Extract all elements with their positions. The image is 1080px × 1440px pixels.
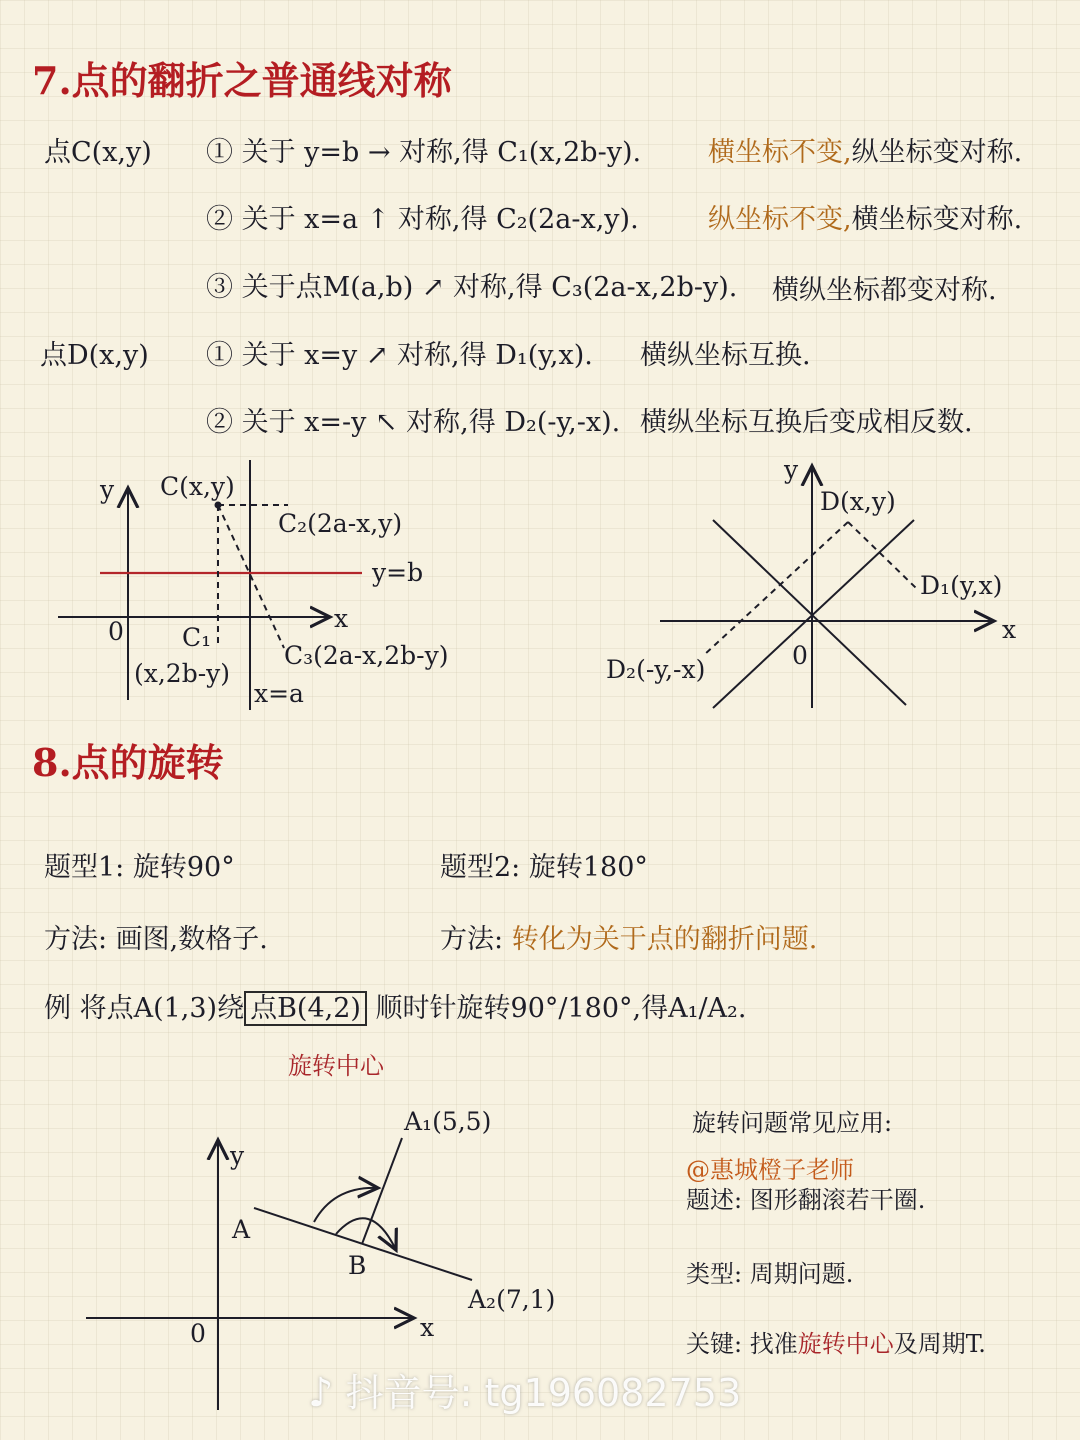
watermark-text: 抖音号: tg196082753 xyxy=(345,1371,742,1415)
section-8-title: 8.点的旋转 xyxy=(32,740,224,785)
c-rule-1: ① 关于 y=b → 对称,得 C₁(x,2b-y). xyxy=(206,137,642,168)
point-c-dot xyxy=(216,503,221,508)
label-y-b: y=b xyxy=(372,558,424,587)
example-pre: 例 将点A(1,3)绕 xyxy=(44,993,245,1024)
c-note-1-brown: 横坐标不变, xyxy=(708,137,852,168)
rotation-center-note: 旋转中心 xyxy=(288,1052,384,1080)
label-a: A xyxy=(232,1215,251,1244)
method-2-text: 转化为关于点的翻折问题. xyxy=(511,924,818,955)
c-rule-3: ③ 关于点M(a,b) ↗ 对称,得 C₃(2a-x,2b-y). xyxy=(206,272,738,303)
right-x-label: x xyxy=(1002,615,1017,644)
label-c2: C₂(2a-x,y) xyxy=(278,509,403,538)
label-c3: C₃(2a-x,2b-y) xyxy=(284,641,449,670)
c-note-1-rest: 纵坐标变对称. xyxy=(851,137,1023,168)
application-key xyxy=(686,1324,986,1359)
label-x-a: x=a xyxy=(254,679,304,708)
type-2: 题型2: 旋转180° xyxy=(440,852,648,883)
type-1: 题型1: 旋转90° xyxy=(44,852,235,883)
arc-90 xyxy=(314,1188,378,1222)
application-type: 类型: 周期问题. xyxy=(686,1260,854,1288)
left-y-label: y xyxy=(100,475,115,504)
key-red: 旋转中心 xyxy=(797,1330,894,1358)
c-rule-2: ② 关于 x=a ↑ 对称,得 C₂(2a-x,y). xyxy=(206,204,639,235)
section-7-title: 7.点的翻折之普通线对称 xyxy=(32,58,452,103)
rotation-center-box: 点B(4,2) xyxy=(244,991,367,1026)
douyin-watermark xyxy=(308,1362,741,1417)
label-d: D(x,y) xyxy=(820,487,896,516)
label-c: C(x,y) xyxy=(160,472,235,501)
d-note-2: 横纵坐标互换后变成相反数. xyxy=(640,407,973,438)
method-1: 方法: 画图,数格子. xyxy=(44,924,268,955)
label-d2: D₂(-y,-x) xyxy=(606,655,706,684)
example-line xyxy=(44,986,746,1025)
label-a1: A₁(5,5) xyxy=(404,1107,492,1136)
left-x-label: x xyxy=(334,604,349,633)
label-b: B xyxy=(348,1251,367,1280)
dash-d-to-d1 xyxy=(848,522,916,588)
c-note-2-rest: 横坐标变对称. xyxy=(851,204,1023,235)
right-y-label: y xyxy=(784,455,799,484)
dash-d-to-d2 xyxy=(704,522,848,655)
line-y-eq-neg-x xyxy=(713,520,906,705)
right-origin-label: 0 xyxy=(792,641,808,670)
rot-x-label: x xyxy=(420,1313,435,1342)
method-2 xyxy=(440,917,817,956)
d-rule-2: ② 关于 x=-y ↖ 对称,得 D₂(-y,-x). xyxy=(206,407,621,438)
example-post: 顺时针旋转90°/180°,得A₁/A₂. xyxy=(375,993,747,1024)
c-note-3: 横纵坐标都变对称. xyxy=(772,275,997,306)
label-a2: A₂(7,1) xyxy=(468,1285,556,1314)
left-origin-label: 0 xyxy=(108,617,124,646)
point-d-label: 点D(x,y) xyxy=(40,340,149,371)
method-2-label: 方法: xyxy=(440,924,504,955)
d-rule-1: ① 关于 x=y ↗ 对称,得 D₁(y,x). xyxy=(206,340,593,371)
key-post: 及周期T. xyxy=(893,1330,986,1358)
key-pre: 关键: 找准 xyxy=(686,1330,798,1358)
label-c1: C₁ xyxy=(182,623,212,652)
author-credit: @惠城橙子老师 xyxy=(686,1156,854,1184)
douyin-logo-icon: ♪ xyxy=(308,1370,334,1416)
rot-y-label: y xyxy=(230,1141,245,1170)
label-d1: D₁(y,x) xyxy=(920,571,1003,600)
label-c1-coord: (x,2b-y) xyxy=(134,659,231,688)
d-note-1: 横纵坐标互换. xyxy=(640,340,811,371)
point-c-label: 点C(x,y) xyxy=(44,137,152,168)
applications-heading: 旋转问题常见应用: xyxy=(692,1109,893,1137)
rot-origin-label: 0 xyxy=(190,1319,206,1348)
c-note-2-brown: 纵坐标不变, xyxy=(708,204,852,235)
application-desc: 题述: 图形翻滚若干圈. xyxy=(686,1186,926,1214)
